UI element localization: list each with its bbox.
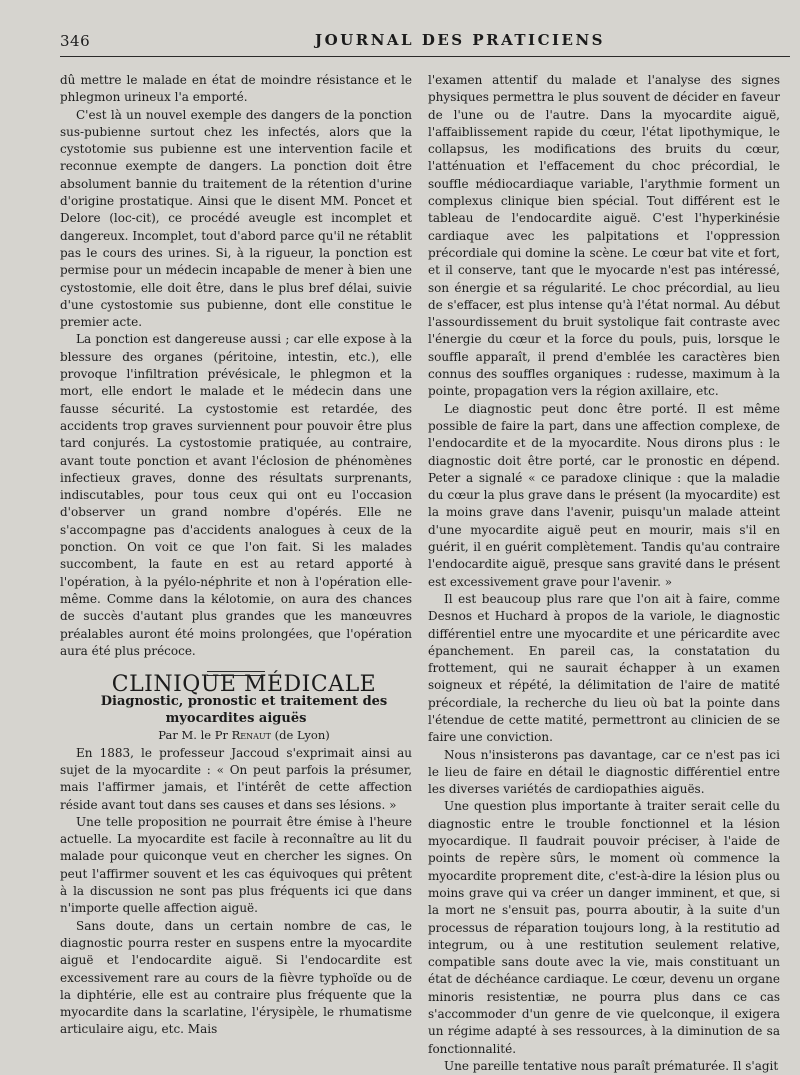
journal-title: JOURNAL DES PRATICIENS xyxy=(315,31,605,49)
page-number: 346 xyxy=(60,32,91,50)
paragraph: C'est là un nouvel exemple des dangers de la ponction sus-pubienne surtout chez les infectés, alors que la cystotomie sus pubienne est une intervention facile et reconnue exempte de dangers. La ponction doit être absolument bannie du traitement de la rétention d'urine d'origine prostatique. Ainsi que le disent MM. Poncet et Delore (loc-cit), ce procédé aveugle est incomplet et dangereux. Incomplet, tout d'abord parce qu'il ne rétablit pas le cours des urines. Si, à la rigueur, la ponction est permise pour un médecin incapable de mener à bien une cystostomie, elle doit être, dans le plus bref délai, suivie d'une cystostomie sus pubienne, dont elle constitue le premier acte. xyxy=(60,107,412,330)
paragraph: Nous n'insisterons pas davantage, car ce n'est pas ici le lieu de faire en détail le diagnostic différentiel entre les diverses variétés de cardiopathies aiguës. xyxy=(428,747,780,797)
byline-suffix: (de Lyon) xyxy=(274,728,330,743)
paragraph: Une telle proposition ne pourrait être émise à l'heure actuelle. La myocardite est facile à reconnaître au lit du malade pour quiconque veut en chercher les signes. On peut l'affirmer souvent et les cas équivoques qui prêtent à la discussion ne sont pas plus fréquents ici que dans n'importe quelle affection aiguë. xyxy=(60,814,412,916)
paragraph: Sans doute, dans un certain nombre de cas, le diagnostic pourra rester en suspens entre la myocardite aiguë et l'endocardite aiguë. Si l'endocardite est excessivement rare au cours de la fièvre typhoïde ou de la diphtérie, elle est au contraire plus fréquente que la myocardite dans la scarlatine, l'érysipèle, le rhumatisme articulaire aigu, etc. Mais xyxy=(60,918,412,1037)
byline-prefix: Par M. le Pr xyxy=(158,728,228,743)
paragraph: Une question plus importante à traiter serait celle du diagnostic entre le trouble fonctionnel et la lésion myocardique. Il faudrait pouvoir préciser, à l'aide de points de repère sûrs, le moment où commence la myocardite proprement dite, c'est-à-dire la lésion plus ou moins grave qui va créer un danger imminent, et que, si la mort ne s'ensuit pas, pourra aboutir, à la suite d'un processus de réparation toujours long, à la restitutio ad integrum, ou à une restitution seulement relative, compatible sans doute avec la vie, mais constituant un état de déchéance cardiaque. Le cœur, devenu un organe minoris resistentiæ, ne pourra plus dans ce cas s'accommoder d'un genre de vie quelconque, il exigera un régime adapté à ses ressources, à la diminution de sa fonctionnalité. xyxy=(428,799,780,1056)
paragraph: Une pareille tentative nous paraît prématurée. Il s'agit xyxy=(444,1058,779,1073)
right-column xyxy=(428,72,780,1073)
page-header xyxy=(60,30,790,57)
left-column xyxy=(60,72,412,1042)
article-title: Diagnostic, pronostic et traitement des myocardites aiguës xyxy=(100,694,388,727)
paragraph: Le diagnostic peut donc être porté. Il est même possible de faire la part, dans une affection complexe, de l'endocardite et de la myocardite. Nous dirons plus : le diagnostic doit être porté, car le pronostic en dépend. Peter a signalé « ce paradoxe clinique : que la maladie du cœur la plus grave dans le présent (la myocardite) est la moins grave dans l'avenir, puisqu'un malade atteint d'une myocardite aiguë peut en mourir, mais s'il en guérit, il en guérit complètement. Tandis qu'au contraire l'endocardite aiguë, presque sans gravité dans le présent est excessivement grave pour l'avenir. » xyxy=(428,401,780,589)
paragraph: La ponction est dangereuse aussi ; car elle expose à la blessure des organes (péritoine, intestin, etc.), elle provoque l'infiltration prévésicale, le phlegmon et la mort, elle endort le malade et le médecin dans une fausse sécurité. La cystostomie est retardée, des accidents trop graves surviennent pour pouvoir être plus tard conjurés. La cystostomie pratiquée, au contraire, avant toute ponction et avant l'éclosion de phénomènes infectieux graves, donne des résultats surprenants, indiscutables, pour tous ceux qui ont eu l'occasion d'observer un grand nombre d'opérés. Elle ne s'accompagne pas d'accidents analogues à ceux de la ponction. On voit ce que l'on fait. Si les malades succombent, la faute en est au retard apporté à l'opération, à la pyélo-néphrite et non à l'opération elle-même. Comme dans la kélotomie, on aura des chances de succès d'autant plus grandes que les manœuvres préalables auront été moins prolongées, que l'opération aura été plus précoce. xyxy=(60,332,412,658)
paragraph: En 1883, le professeur Jaccoud s'exprimait ainsi au sujet de la myocardite : « On peut parfois la présumer, mais l'affirmer jamais, et l'intérêt de cette affection réside avant tout dans ses causes et dans ses lésions. » xyxy=(60,745,412,812)
byline xyxy=(60,727,412,744)
section-title: CLINIQUE MÉDICALE xyxy=(111,672,377,698)
byline-author: Renaut xyxy=(231,728,271,743)
paragraph: dû mettre le malade en état de moindre résistance et le phlegmon urineux l'a emporté. xyxy=(60,73,412,105)
paragraph: Il est beaucoup plus rare que l'on ait à faire, comme Desnos et Huchard à propos de la variole, le diagnostic différentiel entre une myocardite et une péricardite avec épanchement. En pareil cas, la constatation du frottement, qui ne saurait échapper à un examen soigneux et répété, la délimitation de l'aire de matité précordiale, la recherche du lieu où bat la pointe dans l'étendue de cette matité, permettront au clinicien de se faire une conviction. xyxy=(428,591,780,745)
paragraph: l'examen attentif du malade et l'analyse des signes physiques permettra le plus souvent de décider en faveur de l'une ou de l'autre. Dans la myocardite aiguë, l'affaiblissement rapide du cœur, l'état lipothymique, le collapsus, les modifications des bruits du cœur, l'atténuation et l'effacement du choc précordial, le souffle médiocardiaque variable, l'arythmie forment un complexus clinique bien spécial. Tout différent est le tableau de l'endocardite aiguë. C'est l'hyperkinésie cardiaque avec les palpitations et l'oppression précordiale qui domine la scène. Le cœur bat vite et fort, et il conserve, tant que le myocarde n'est pas intéressé, son énergie et sa régularité. Le choc précordial, au lieu de s'effacer, est plus intense qu'à l'état normal. Au début l'assourdissement du bruit systolique fait contraste avec l'énergie du cœur et la force du pouls, puis, lorsque le souffle apparaît, il prend d'emblée les caractères bien connus des souffles organiques : rudesse, maximum à la pointe, propagation vers la région axillaire, etc. xyxy=(428,73,780,399)
